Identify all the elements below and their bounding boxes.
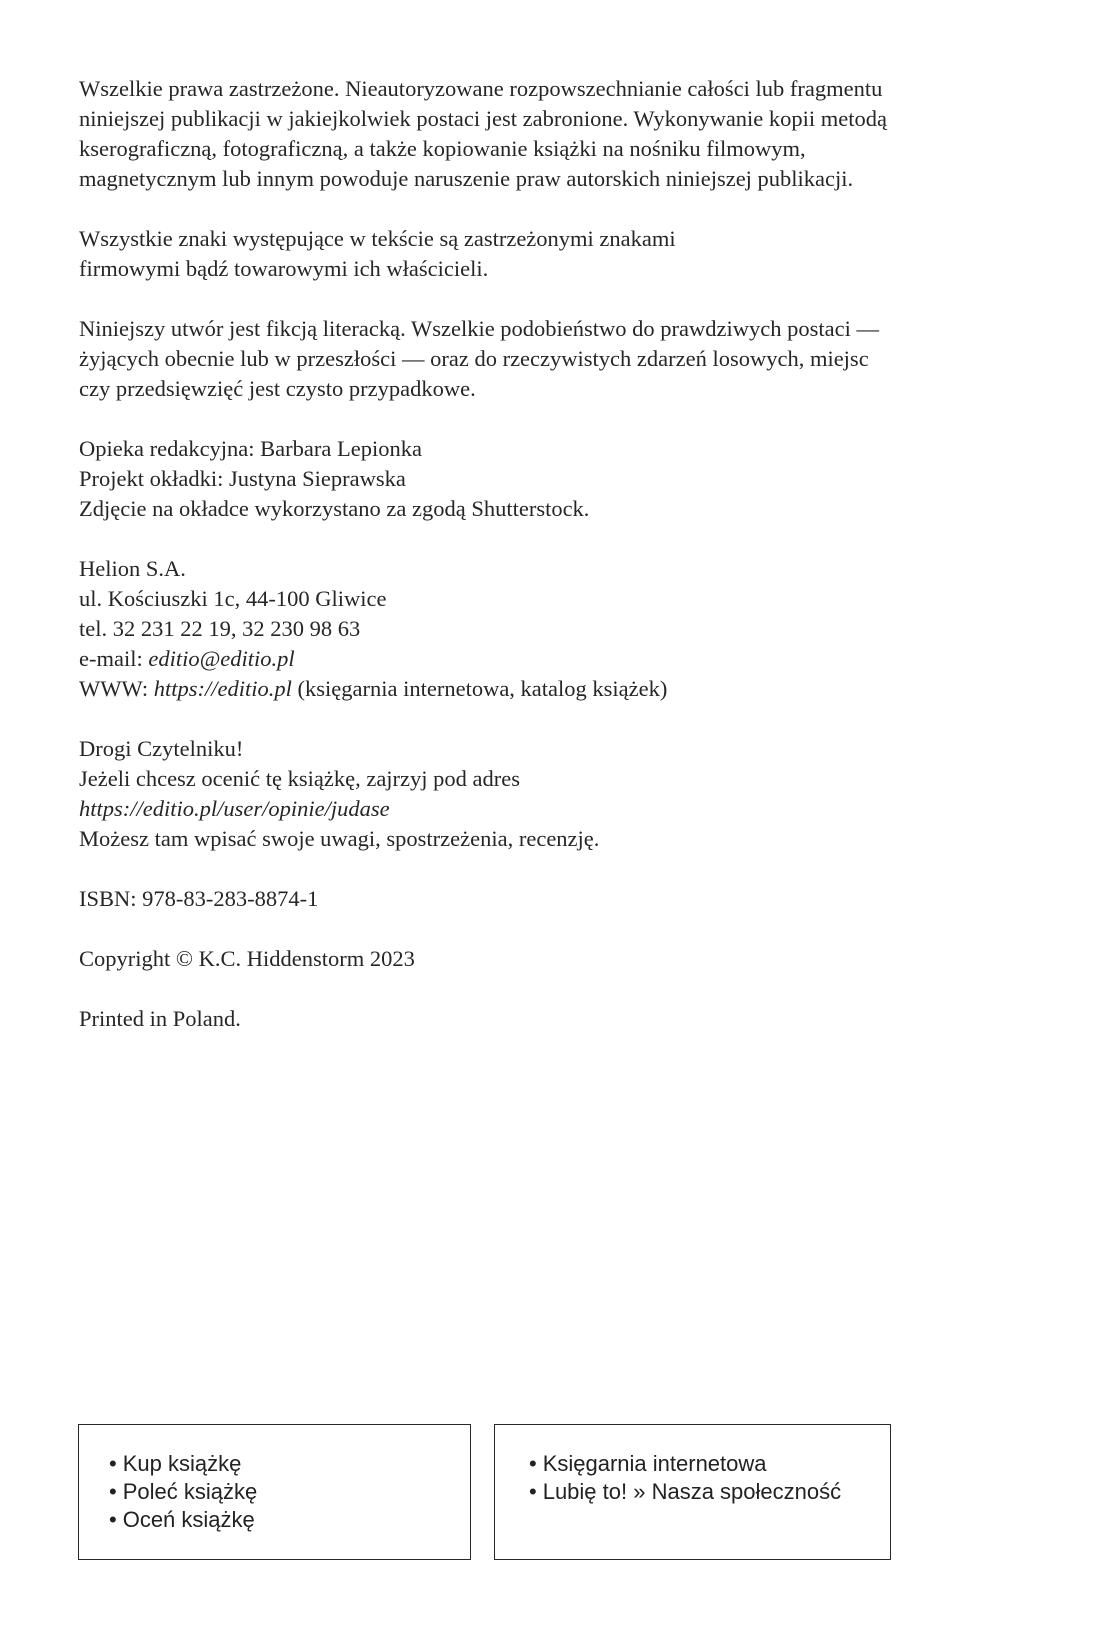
reader-note — [79, 734, 1039, 854]
www-link[interactable]: https://editio.pl — [153, 676, 292, 701]
isbn — [79, 884, 1039, 914]
link-boxes — [78, 1424, 891, 1562]
publisher-phone: tel. 32 231 22 19, 32 230 98 63 — [79, 616, 361, 641]
rights-line: magnetycznym lub innym powoduje naruszenie praw autorskich niniejszej publikacji. — [79, 166, 854, 191]
publisher-email-row — [79, 644, 1039, 674]
publisher-info — [79, 554, 1039, 704]
recommend-book-link[interactable]: • Poleć książkę — [109, 1478, 470, 1506]
review-link[interactable]: https://editio.pl/user/opinie/judase — [79, 796, 390, 821]
book-actions-box — [78, 1424, 471, 1560]
rate-book-link[interactable]: • Oceń książkę — [109, 1506, 470, 1534]
rights-notice — [79, 74, 1039, 194]
www-note: (księgarnia internetowa, katalog książek) — [291, 676, 668, 701]
rights-line: kserograficzną, fotograficzną, a także kopiowanie książki na nośniku filmowym, — [79, 136, 806, 161]
reader-greeting: Drogi Czytelniku! — [79, 736, 244, 761]
trademarks-notice — [79, 224, 1039, 284]
trademarks-line: Wszystkie znaki występujące w tekście są zastrzeżonymi znakami — [79, 226, 676, 251]
fiction-line: czy przedsięwzięć jest czysto przypadkowe. — [79, 376, 476, 401]
www-label: WWW: — [79, 676, 154, 701]
publisher-address: ul. Kościuszki 1c, 44-100 Gliwice — [79, 586, 387, 611]
publisher-www-row — [79, 674, 1039, 704]
rights-line: niniejszej publikacji w jakiejkolwiek postaci jest zabronione. Wykonywanie kopii metodą — [79, 106, 888, 131]
fiction-line: żyjących obecnie lub w przeszłości — oraz do rzeczywistych zdarzeń losowych, miejsc — [79, 346, 869, 371]
imprint-page — [79, 74, 1039, 1064]
printed-in — [79, 1004, 1039, 1034]
copyright-text: Copyright © K.C. Hiddenstorm 2023 — [79, 946, 415, 971]
rights-line: Wszelkie prawa zastrzeżone. Nieautoryzowane rozpowszechnianie całości lub fragmentu — [79, 76, 883, 101]
credits — [79, 434, 1039, 524]
reader-invite: Jeżeli chcesz ocenić tę książkę, zajrzyj pod adres — [79, 766, 521, 791]
printed-text: Printed in Poland. — [79, 1006, 241, 1031]
email-link[interactable]: editio@editio.pl — [148, 646, 295, 671]
store-links-box — [494, 1424, 891, 1560]
editor-credit: Opieka redakcyjna: Barbara Lepionka — [79, 436, 422, 461]
trademarks-line: firmowymi bądź towarowymi ich właścicieli. — [79, 256, 489, 281]
photo-credit: Zdjęcie na okładce wykorzystano za zgodą Shutterstock. — [79, 496, 590, 521]
online-bookstore-link[interactable]: • Księgarnia internetowa — [529, 1450, 890, 1478]
fiction-line: Niniejszy utwór jest fikcją literacką. Wszelkie podobieństwo do prawdziwych postaci — — [79, 316, 879, 341]
buy-book-link[interactable]: • Kup książkę — [109, 1450, 470, 1478]
copyright — [79, 944, 1039, 974]
publisher-name: Helion S.A. — [79, 556, 186, 581]
isbn-text: ISBN: 978-83-283-8874-1 — [79, 886, 319, 911]
reader-url-row — [79, 794, 1039, 824]
email-label: e-mail: — [79, 646, 149, 671]
fiction-disclaimer — [79, 314, 1039, 404]
cover-credit: Projekt okładki: Justyna Sieprawska — [79, 466, 406, 491]
reader-instructions: Możesz tam wpisać swoje uwagi, spostrzeżenia, recenzję. — [79, 826, 600, 851]
community-link[interactable]: • Lubię to! » Nasza społeczność — [529, 1478, 890, 1506]
